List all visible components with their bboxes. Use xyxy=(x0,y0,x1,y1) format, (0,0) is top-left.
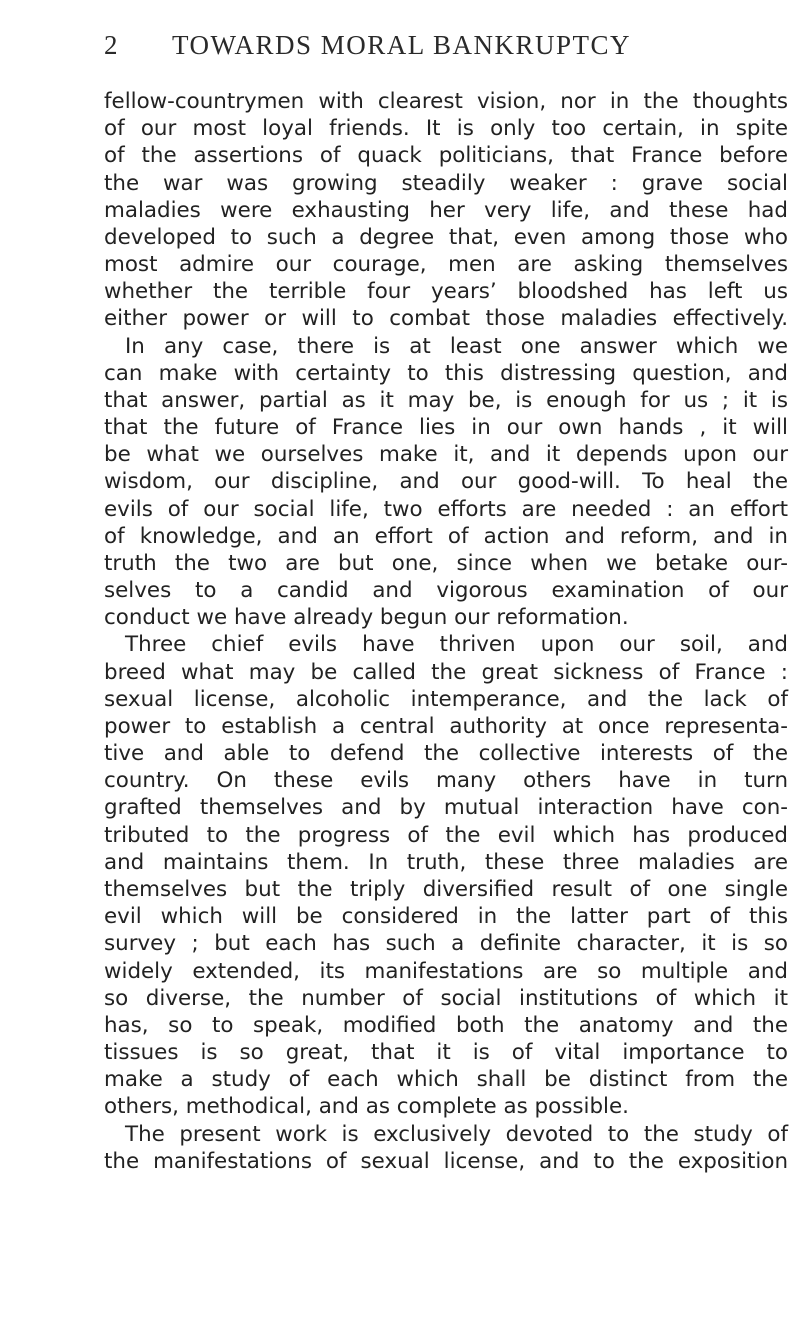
text-line: tributed to the progress of the evil which has produced xyxy=(104,822,788,848)
paragraph xyxy=(104,333,788,632)
text-line: country. On these evils many others have in turn xyxy=(104,768,788,794)
text-line: themselves but the triply diversified result of one single xyxy=(104,876,788,902)
text-line: developed to such a degree that, even among those who xyxy=(104,224,788,250)
text-line: of our most loyal friends. It is only too certain, in spite xyxy=(104,116,788,142)
paragraph xyxy=(104,631,788,1120)
page-number: 2 xyxy=(104,30,119,60)
text-line: make a study of each which shall be distinct from the xyxy=(104,1067,788,1093)
text-line: that the future of France lies in our own hands , it will xyxy=(104,415,788,441)
text-line: so diverse, the number of social institutions of which it xyxy=(104,985,788,1011)
text-line: either power or will to combat those maladies effectively. xyxy=(104,306,788,332)
text-line: can make with certainty to this distressing question, and xyxy=(104,360,788,386)
text-line: In any case, there is at least one answer which we xyxy=(125,333,788,359)
text-line: of the assertions of quack politicians, that France before xyxy=(104,143,788,169)
text-line: power to establish a central authority at once representa- xyxy=(104,713,788,739)
text-line: selves to a candid and vigorous examination of our xyxy=(104,578,788,604)
text-line: widely extended, its manifestations are so multiple and xyxy=(104,958,788,984)
text-line: sexual license, alcoholic intemperance, and the lack of xyxy=(104,686,788,712)
text-line: be what we ourselves make it, and it depends upon our xyxy=(104,442,788,468)
text-line: maladies were exhausting her very life, and these had xyxy=(104,197,788,223)
text-line: the war was growing steadily weaker : grave social xyxy=(104,170,788,196)
text-line: truth the two are but one, since when we betake our- xyxy=(104,550,788,576)
text-line: grafted themselves and by mutual interaction have con- xyxy=(104,795,788,821)
paragraph xyxy=(104,1121,788,1175)
text-line: evil which will be considered in the latter part of this xyxy=(104,904,788,930)
text-line: fellow-countrymen with clearest vision, nor in the thoughts xyxy=(104,89,788,114)
paragraph xyxy=(104,88,788,333)
text-line: The present work is exclusively devoted to the study of xyxy=(125,1121,788,1147)
text-line: the manifestations of sexual license, and to the exposition xyxy=(104,1148,788,1174)
text-line: and maintains them. In truth, these three maladies are xyxy=(104,849,788,875)
text-line: of knowledge, and an effort of action and reform, and in xyxy=(104,523,788,549)
text-line: others, methodical, and as complete as possible. xyxy=(104,1094,629,1120)
running-title: TOWARDS MORAL BANKRUPTCY xyxy=(172,30,632,60)
body-text xyxy=(104,88,788,1175)
text-line: evils of our social life, two efforts are needed : an effort xyxy=(104,496,788,522)
text-line: wisdom, our discipline, and our good-will. To heal the xyxy=(104,469,788,495)
text-line: most admire our courage, men are asking themselves xyxy=(104,252,788,278)
text-line: tive and able to defend the collective interests of the xyxy=(104,741,788,767)
text-line: survey ; but each has such a definite character, it is so xyxy=(104,931,788,957)
text-line: Three chief evils have thriven upon our soil, and xyxy=(125,632,788,658)
text-line: has, so to speak, modified both the anatomy and the xyxy=(104,1012,788,1038)
running-head xyxy=(104,30,784,62)
text-line: whether the terrible four years’ bloodshed has left us xyxy=(104,279,788,305)
text-line: conduct we have already begun our reformation. xyxy=(104,605,629,631)
text-line: breed what may be called the great sickness of France : xyxy=(104,659,788,685)
text-line: that answer, partial as it may be, is enough for us ; it is xyxy=(104,387,788,413)
text-line: tissues is so great, that it is of vital importance to xyxy=(104,1040,788,1066)
